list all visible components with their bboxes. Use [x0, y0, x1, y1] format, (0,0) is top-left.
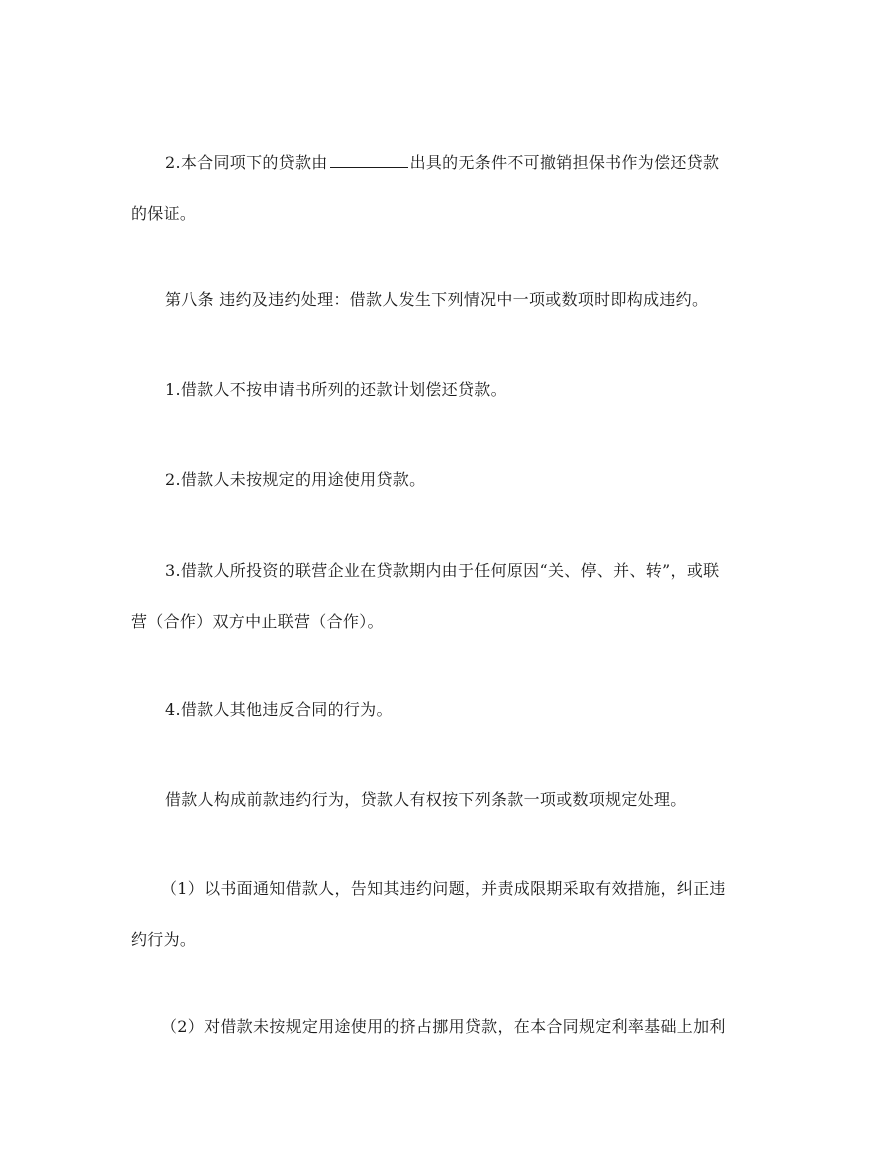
text: 3.借款人所投资的联营企业在贷款期内由于任何原因“关、停、并、转”，或联 [165, 561, 720, 580]
remedy-item-1 [131, 863, 771, 965]
text: 2.借款人未按规定的用途使用贷款。 [165, 470, 426, 489]
breach-item-2 [131, 454, 771, 505]
remedy-intro [131, 774, 771, 825]
article-eight-heading [131, 274, 771, 325]
text: （2）对借款未按规定用途使用的挤占挪用贷款，在本合同规定利率基础上加利 [161, 1017, 726, 1036]
breach-item-1 [131, 364, 771, 415]
text: 借款人构成前款违约行为，贷款人有权按下列条款一项或数项规定处理。 [165, 790, 687, 809]
paragraph-guarantee [131, 137, 771, 239]
text: （1）以书面通知借款人，告知其违约问题，并责成限期采取有效措施，纠正违 [161, 879, 726, 898]
text: 营（合作）双方中止联营（合作）。 [131, 612, 384, 631]
text: 的保证。 [131, 204, 197, 223]
breach-item-4 [131, 684, 771, 735]
text: 约行为。 [131, 930, 197, 949]
text: 第八条 违约及违约处理：借款人发生下列情况中一项或数项时即构成违约。 [165, 290, 709, 309]
text: 1.借款人不按申请书所列的还款计划偿还贷款。 [165, 380, 507, 399]
fill-in-blank [330, 153, 408, 168]
remedy-item-2 [131, 1001, 771, 1052]
breach-item-3 [131, 545, 771, 647]
text: 2.本合同项下的贷款由 [165, 153, 328, 172]
text: 出具的无条件不可撤销担保书作为偿还贷款 [409, 153, 720, 172]
text: 4.借款人其他违反合同的行为。 [165, 700, 393, 719]
